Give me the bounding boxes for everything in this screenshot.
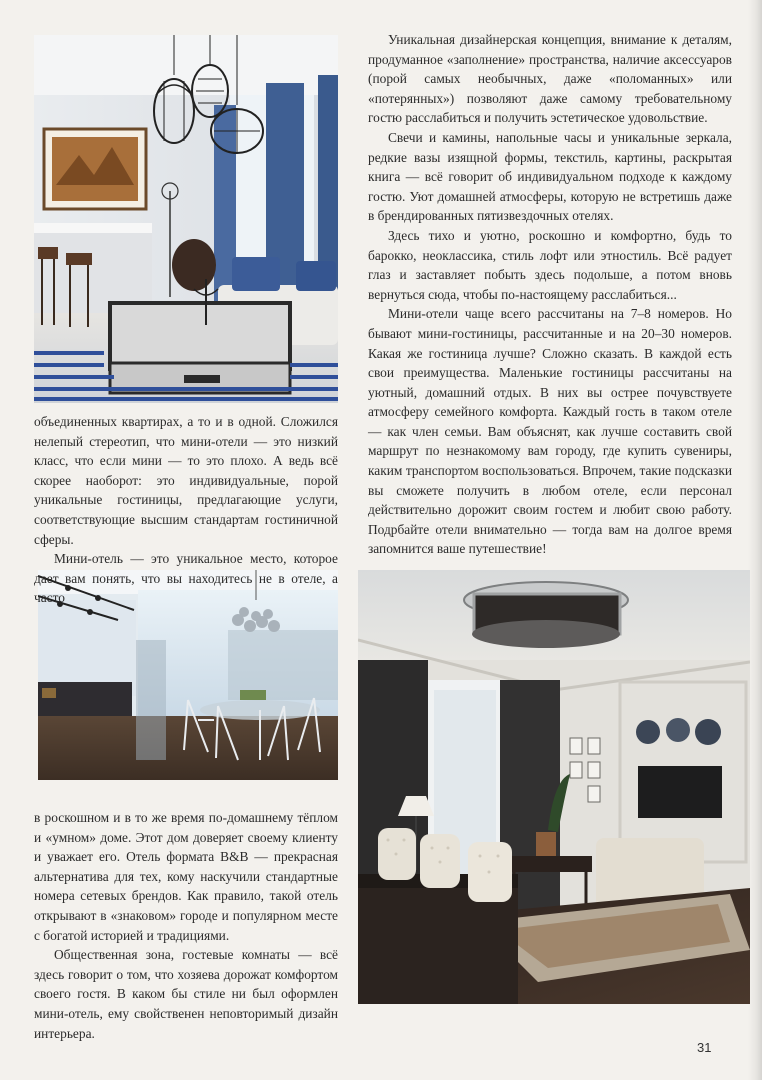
paragraph: Общественная зона, гостевые комнаты — всё здесь говорит о том, что хозяева дорожат комфортом своего гостя. В каком бы стиле ни был оформлен мини-отель, ему свойственен неповторимый дизайн интерьера. <box>34 947 338 1041</box>
photo-living-room-pendant-lamps <box>34 35 338 403</box>
text-column-left-top <box>34 412 338 608</box>
text-column-right-top <box>368 30 732 559</box>
paragraph: в роскошном и в то же время по-домашнему тёплом и «умном» доме. Этот дом доверяет своему клиенту и уважает его. Отель формата B&B — прекрасная альтернатива для тех, кому наскучили стандартные номера сетевых брендов. Как правило, такой отель открывают в «знаковом» городе и популярном месте с богатой историей и традициями. <box>34 810 338 943</box>
page-number: 31 <box>697 1040 712 1055</box>
paragraph: Мини-отели чаще всего рассчитаны на 7–8 номеров. Но бывают мини-гостиницы, рассчитанные и на 20–30 номеров. Какая же гостиница лучше? Сложно сказать. В каждой есть свои преимущества. Маленькие гостиницы рассчитаны на уютный, домашний отдых. В них вы острее почувствуете атмосферу семейного комфорта. Каждый гость в таком отеле — как член семьи. Вам объяснят, как лучше составить свой маршрут по незнакомому вам городу, где купить сувениры, каким транспортом воспользоваться. Впрочем, такие подсказки вы сможете получить в любом отеле, если персонал действительно дорожит своим гостем и любит свою работу. Подрбайте отели внимательно — тогда вам на долгое время запомнится ваше путешествие! <box>368 306 732 557</box>
paragraph: Здесь тихо и уютно, роскошно и комфортно, будь то барокко, неоклассика, стиль лофт или этностиль. Всё радует глаз и заставляет побыть здесь подольше, а потом вновь вернуться сюда, чтобы по-настоящему расслабиться... <box>368 227 732 302</box>
paragraph: объединенных квартирах, а то и в одной. Сложился нелепый стереотип, что мини-отели — это низкий класс, что если мини — то это плохо. А ведь всё скорее наоборот: это индивидуальные, порой уникальные гостиницы, предлагающие услуги, соответствующие высшим стандартам гостиничной сферы. <box>34 414 338 547</box>
paragraph: Уникальная дизайнерская концепция, внимание к деталям, продуманное «заполнение» пространства, наличие аксессуаров (порой самых необычных, даже «поломанных» или «потерянных») позволяют даже самому требовательному гостю расслабиться и получить эстетическое удовольствие. <box>368 32 732 126</box>
paragraph: Свечи и камины, напольные часы и уникальные зеркала, редкие вазы изящной формы, текстиль, картины, раскрытая книга — всё говорит об индивидуальном подходе к каждому гостю. Уют домашней атмосферы, которую не встретишь даже в брендированных пятизвездочных отелях. <box>368 129 732 224</box>
text-column-left-bottom <box>34 808 338 1043</box>
living-room-illustration <box>34 35 338 403</box>
page-edge-shadow <box>748 0 762 1080</box>
photo-classic-living-dining-room <box>358 570 750 1004</box>
classic-room-illustration <box>358 570 750 1004</box>
paragraph: Мини-отель — это уникальное место, которое дает вам понять, что вы находитесь не в отеле, а часто <box>34 551 338 606</box>
